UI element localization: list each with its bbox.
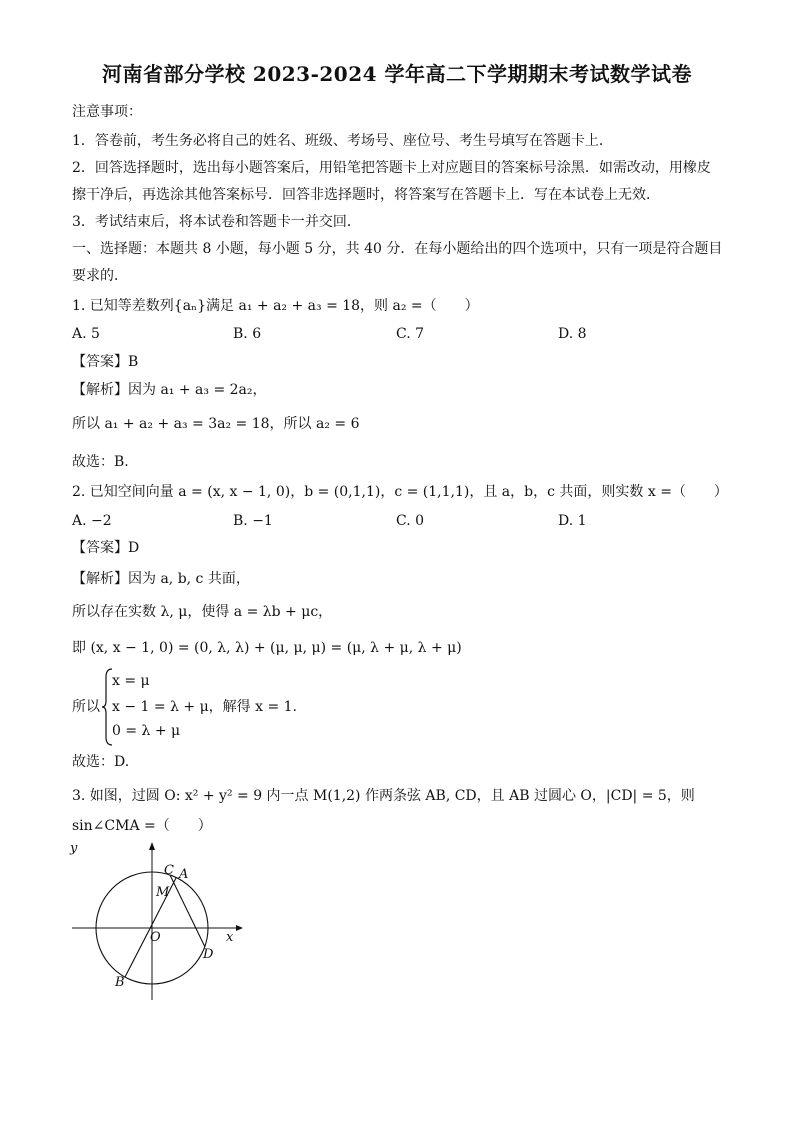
q1-option-d: D. 8 <box>558 326 587 342</box>
q1-analysis: 所以 a₁ + a₂ + a₃ = 3a₂ = 18，所以 a₂ = 6 <box>72 416 360 432</box>
label-c: C <box>164 863 174 878</box>
label-d: D <box>203 947 214 962</box>
q2-option-b: B. −1 <box>233 513 273 529</box>
chord-cd <box>170 875 205 947</box>
notes-heading: 注意事项： <box>72 104 142 120</box>
label-o: O <box>150 930 161 945</box>
q2-option-a: A. −2 <box>72 513 112 529</box>
note-item: 擦干净后，再选涂其他答案标号．回答非选择题时，将答案写在答题卡上．写在本试卷上无效． <box>72 187 660 203</box>
q2-system-prefix: 所以 <box>72 699 100 715</box>
question-1-stem: 1. 已知等差数列{aₙ}满足 a₁ + a₂ + a₃ = 18，则 a₂ =（ ） <box>72 298 479 314</box>
q1-option-b: B. 6 <box>233 326 262 342</box>
q1-option-a: A. 5 <box>72 326 100 342</box>
label-b: B <box>115 975 125 990</box>
q1-conclusion: 故选：B. <box>72 454 129 470</box>
page-title: 河南省部分学校 2023-2024 学年高二下学期期末考试数学试卷 <box>101 62 693 86</box>
note-item: 1．答卷前，考生务必将自己的姓名、班级、考场号、座位号、考生号填写在答题卡上． <box>72 133 613 149</box>
q1-option-c: C. 7 <box>396 326 425 342</box>
q2-answer: 【答案】D <box>72 540 140 556</box>
q2-conclusion: 故选：D. <box>72 754 130 770</box>
q2-analysis: 即 (x, x − 1, 0) = (0, λ, λ) + (μ, μ, μ) = (μ, λ + μ, λ + μ) <box>72 640 462 656</box>
label-x: x <box>226 930 234 945</box>
label-m: M <box>156 885 170 900</box>
q1-answer: 【答案】B <box>72 354 139 370</box>
system-equation: x − 1 = λ + μ，解得 x = 1. <box>112 699 298 715</box>
label-y: y <box>70 841 78 856</box>
circle-diagram <box>68 838 248 1008</box>
question-3-stem-cont: sin∠CMA =（ ） <box>72 818 212 834</box>
note-item: 3．考试结束后，将本试卷和答题卡一并交回． <box>72 214 361 230</box>
q1-analysis: 【解析】因为 a₁ + a₃ = 2a₂， <box>72 382 267 398</box>
question-3-stem: 3. 如图，过圆 O: x² + y² = 9 内一点 M(1,2) 作两条弦 AB, CD，且 AB 过圆心 O，|CD| = 5，则 <box>72 788 695 804</box>
x-axis-arrow <box>236 925 243 931</box>
label-a: A <box>179 867 189 882</box>
question-2-stem: 2. 已知空间向量 a = (x, x − 1, 0)，b = (0,1,1)，c = (1,1,1)，且 a，b，c 共面，则实数 x =（ ） <box>72 484 728 500</box>
system-equation: 0 = λ + μ <box>112 723 181 739</box>
q2-analysis: 【解析】因为 a, b, c 共面， <box>72 571 250 587</box>
section-heading: 一、选择题：本题共 8 小题，每小题 5 分，共 40 分．在每小题给出的四个选项中，只有一项是符合题目 <box>72 241 723 257</box>
system-equation: x = μ <box>112 673 150 689</box>
q2-option-c: C. 0 <box>396 513 425 529</box>
note-item: 2．回答选择题时，选出每小题答案后，用铅笔把答题卡上对应题目的答案标号涂黑．如需改动，用橡皮 <box>72 160 711 176</box>
section-heading-cont: 要求的． <box>72 268 128 284</box>
y-axis-arrow <box>149 842 155 850</box>
q2-option-d: D. 1 <box>558 513 587 529</box>
q2-analysis: 所以存在实数 λ, μ，使得 a = λb + μc， <box>72 604 333 620</box>
